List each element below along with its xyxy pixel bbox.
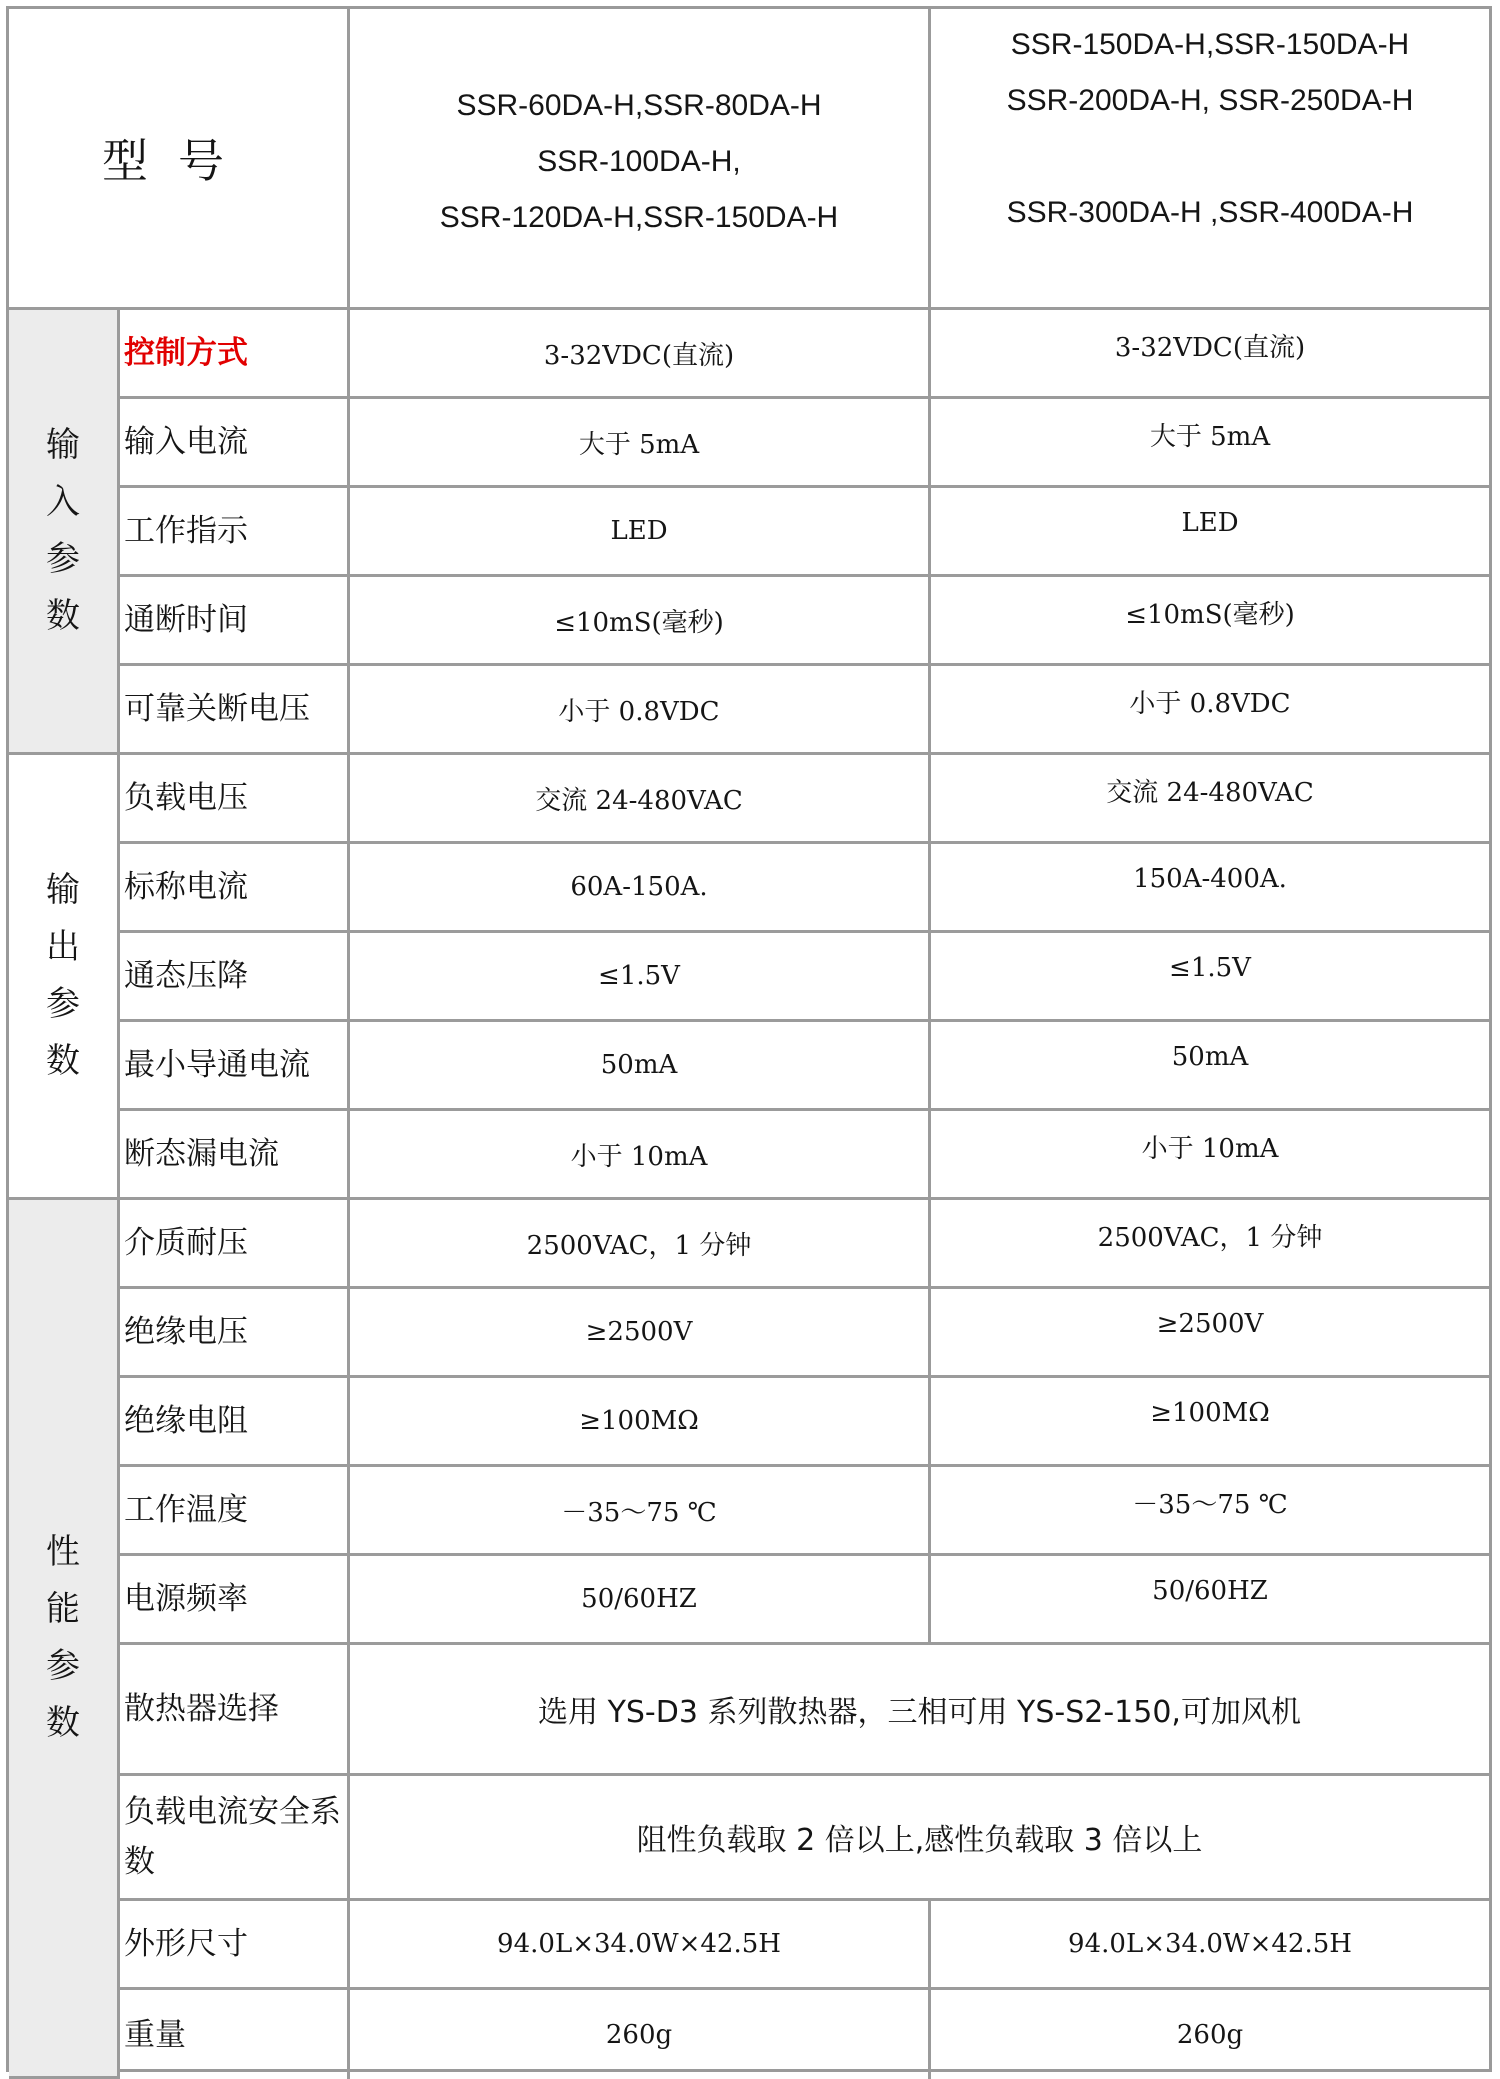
group-char: 数 [46,1041,80,1081]
row-label: 负载电压 [120,755,350,844]
spec-table [9,9,1489,2079]
group-char: 出 [46,927,80,967]
header-row [9,9,1489,310]
row-value-col2: ≤10mS(毫秒) [931,577,1489,666]
row-label: 散热器选择 [120,1645,350,1776]
row-value-col1: 小于 0.8VDC [350,666,931,755]
row-value-col2: ≤1.5V [931,933,1489,1022]
group-char: 输 [46,425,80,465]
row-value-col1: LED [350,488,931,577]
row-label: 输入电流 [120,399,350,488]
row-value-col2: ≥2500V [931,1289,1489,1378]
table-row [9,488,1489,577]
row-label: 最小导通电流 [120,1022,350,1111]
row-label: 标称电流 [120,844,350,933]
table-row [9,666,1489,755]
model-line: SSR-100DA-H, [537,145,741,178]
row-label: 工作指示 [120,488,350,577]
row-value-col2: 3-32VDC(直流) [931,310,1489,399]
row-value-col2: 小于 0.8VDC [931,666,1489,755]
table-row [9,1022,1489,1111]
group-char: 入 [46,482,80,522]
group-char: 参 [46,984,80,1024]
spec-sheet [6,6,1492,2072]
row-label-control-mode: 控制方式 [120,310,350,399]
table-row [9,1776,1489,1901]
model-line: SSR-150DA-H,SSR-150DA-H [1010,28,1410,61]
model-line-gap [931,129,1489,185]
model-list-col1 [350,9,931,310]
row-label: 电源频率 [120,1556,350,1645]
row-value-col1: 2500VAC，1 分钟 [350,1200,931,1289]
model-list-col2 [931,9,1489,310]
table-row [9,1556,1489,1645]
model-line: SSR-60DA-H,SSR-80DA-H [456,89,822,122]
group-char: 数 [46,596,80,636]
table-row [9,399,1489,488]
row-label: 介质耐压 [120,1200,350,1289]
row-label: 外形尺寸 [120,1901,350,1990]
model-header-label: 型号 [9,9,350,310]
table-row [9,1111,1489,1200]
row-value-merged: 选用 YS-D3 系列散热器，三相可用 YS-S2-150,可加风机 [350,1645,1489,1776]
row-value-col1: ≥2500V [350,1289,931,1378]
table-row [9,1200,1489,1289]
row-label: 负载电流安全系数 [120,1776,350,1901]
row-value-col2: 260g [1176,2019,1244,2050]
row-value-col2: 2500VAC，1 分钟 [931,1200,1489,1289]
row-label: 绝缘电压 [120,1289,350,1378]
table-row [9,577,1489,666]
row-value-col2: 50mA [931,1022,1489,1111]
row-value-col1: 大于 5mA [350,399,931,488]
group-char: 性 [46,1532,80,1572]
table-row [9,844,1489,933]
row-value-col1: 50mA [350,1022,931,1111]
row-value-col2: 交流 24-480VAC [931,755,1489,844]
row-value-col2: 50/60HZ [931,1556,1489,1645]
row-value-col2: 大于 5mA [931,399,1489,488]
row-value-col1: 50/60HZ [350,1556,931,1645]
table-row [9,310,1489,399]
table-row [9,933,1489,1022]
row-label: 通断时间 [120,577,350,666]
table-row [9,1467,1489,1556]
row-label: 断态漏电流 [120,1111,350,1200]
row-value-col1: 94.0L×34.0W×42.5H [350,1901,931,1990]
row-value-col1: 60A-150A. [350,844,931,933]
group-char: 数 [46,1703,80,1743]
table-row [9,1289,1489,1378]
group-output-params [9,755,120,1200]
model-line: SSR-300DA-H ,SSR-400DA-H [1006,196,1414,229]
group-input-params [9,310,120,755]
row-value-col1: 260g [350,1990,931,2079]
row-label: 绝缘电阻 [120,1378,350,1467]
row-value-col1: ≤10mS(毫秒) [350,577,931,666]
row-value-col2: ≥100MΩ [931,1378,1489,1467]
row-value-col2: 94.0L×34.0W×42.5H [931,1901,1489,1990]
model-line: SSR-200DA-H, SSR-250DA-H [1006,84,1414,117]
table-row [9,1901,1489,1990]
table-row [9,1990,1489,2079]
row-value-merged: 阻性负载取 2 倍以上,感性负载取 3 倍以上 [350,1776,1489,1901]
model-line: SSR-120DA-H,SSR-150DA-H [439,201,839,234]
table-row [9,755,1489,844]
row-value-col2: 150A-400A. [931,844,1489,933]
group-performance-params [9,1200,120,2079]
row-value-col1: 小于 10mA [350,1111,931,1200]
group-char: 参 [46,539,80,579]
row-value-col2: LED [931,488,1489,577]
row-label: 可靠关断电压 [120,666,350,755]
row-value-col1: 3-32VDC(直流) [350,310,931,399]
row-value-col2: －35～75 ℃ [931,1467,1489,1556]
group-char: 输 [46,870,80,910]
row-label: 工作温度 [120,1467,350,1556]
row-value-col1: ≥100MΩ [350,1378,931,1467]
row-label: 重量 [120,1990,350,2079]
group-char: 参 [46,1646,80,1686]
table-row [9,1645,1489,1776]
row-value-col1: 交流 24-480VAC [350,755,931,844]
group-char: 能 [46,1589,80,1629]
row-value-col1: ≤1.5V [350,933,931,1022]
row-value-col2: 小于 10mA [931,1111,1489,1200]
table-row [9,1378,1489,1467]
row-value-col1: －35～75 ℃ [350,1467,931,1556]
row-label: 通态压降 [120,933,350,1022]
